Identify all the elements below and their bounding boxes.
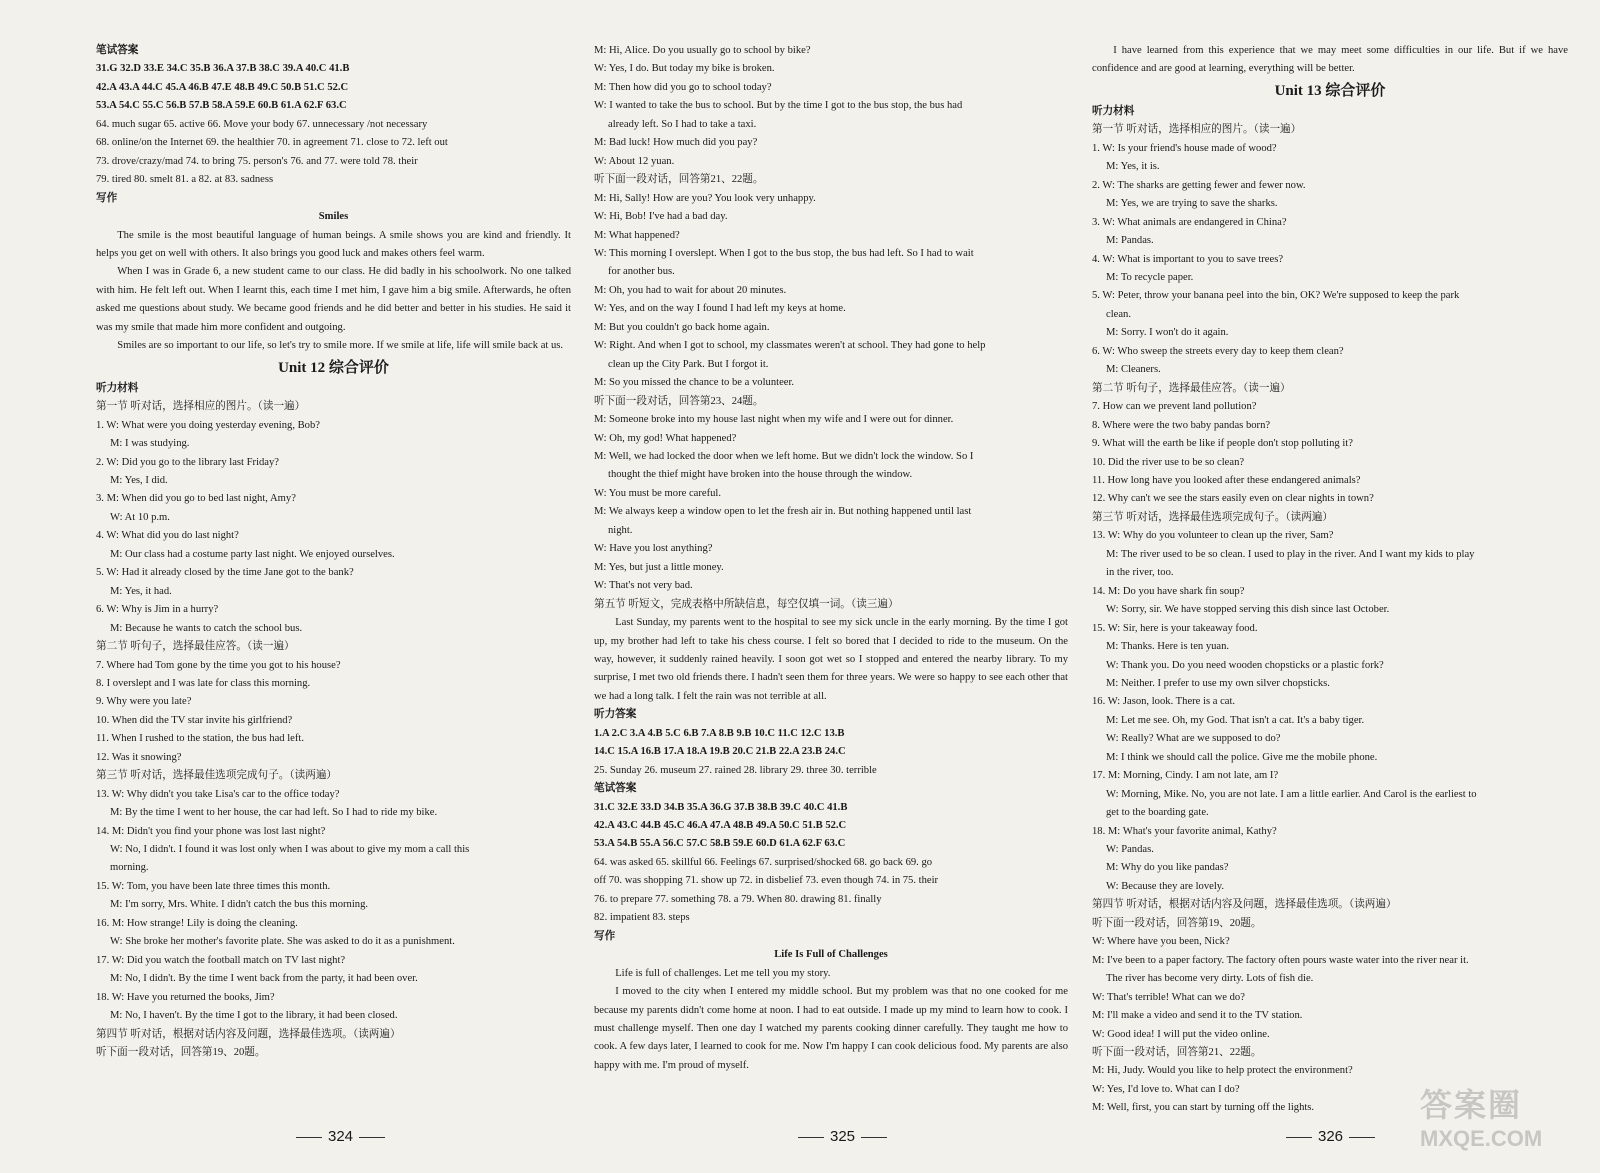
- dialogue-line: M: Thanks. Here is ten yuan.: [1106, 641, 1230, 653]
- question-line: 11. How long have you looked after these endangered animals?: [1092, 474, 1361, 486]
- dialogue-block: [96, 417, 571, 638]
- dialogue-line: M: Why do you like pandas?: [1106, 862, 1229, 874]
- section-heading: 写作: [594, 930, 616, 942]
- dialogue-line: W: Yes, I'd love to. What can I do?: [1092, 1083, 1240, 1095]
- dialogue-line: W: You must be more careful.: [594, 487, 721, 499]
- dialogue-line: 听下面一段对话，回答第19、20题。: [1092, 917, 1262, 929]
- section-instruction: 第一节 听对话，选择相应的图片。（读一遍）: [96, 401, 306, 413]
- section-instruction: 第一节 听对话，选择相应的图片。（读一遍）: [1092, 124, 1302, 136]
- answer-row: 31.C 32.E 33.D 34.B 35.A 36.G 37.B 38.B 39.C 40.C 41.B: [594, 801, 848, 813]
- unit-title: Unit 12 综合评价: [278, 359, 389, 376]
- dialogue-line: 5. W: Had it already closed by the time Jane got to the bank?: [96, 567, 354, 579]
- dialogue-line: M: Pandas.: [1106, 235, 1154, 247]
- essay-paragraph: Smiles are so important to our life, so let's try to smile more. If we smile at life, life will smile back at us.: [117, 340, 564, 352]
- watermark-chars: 答案圈: [1420, 1087, 1523, 1123]
- dialogue-line: 听下面一段对话，回答第21、22题。: [594, 174, 764, 186]
- dialogue-line: W: Yes, I do. But today my bike is broken.: [594, 63, 775, 75]
- dialogue-line: W: That's terrible! What can we do?: [1092, 991, 1245, 1003]
- dialogue-line: M: Cleaners.: [1106, 364, 1161, 376]
- dialogue-line: night.: [608, 524, 633, 536]
- dialogue-line: M: I've been to a paper factory. The factory often pours waste water into the river near it.: [1092, 954, 1469, 966]
- answer-row: 42.A 43.C 44.B 45.C 46.A 47.A 48.B 49.A 50.C 51.B 52.C: [594, 820, 847, 832]
- dialogue-line: M: Hi, Alice. Do you usually go to school by bike?: [594, 45, 811, 56]
- dialogue-line: M: Well, we had locked the door when we left home. But we didn't lock the window. So I: [594, 450, 974, 462]
- question-line: 11. When I rushed to the station, the bus had left.: [96, 733, 305, 745]
- page-number-text: 326: [1318, 1128, 1344, 1145]
- dialogue-line: W: Because they are lovely.: [1106, 880, 1225, 892]
- question-line: 12. Why can't we see the stars easily even on clear nights in town?: [1092, 493, 1374, 505]
- dialogue-line: thought the thief might have broken into the house through the window.: [608, 469, 913, 481]
- dialogue-line: M: Hi, Judy. Would you like to help protect the environment?: [1092, 1065, 1353, 1077]
- answer-row: 25. Sunday 26. museum 27. rained 28. library 29. three 30. terrible: [594, 764, 877, 776]
- dialogue-line: W: No, I didn't. I found it was lost only when I was about to give my mom a call this: [110, 844, 470, 856]
- dialogue-line: The river has become very dirty. Lots of fish die.: [1106, 973, 1314, 985]
- answer-row: 64. much sugar 65. active 66. Move your body 67. unnecessary /not necessary: [96, 118, 428, 130]
- dialogue-line: M: Let me see. Oh, my God. That isn't a cat. It's a baby tiger.: [1106, 714, 1365, 726]
- section-heading: 听力材料: [1092, 105, 1135, 117]
- dialogue-line: M: Our class had a costume party last night. We enjoyed ourselves.: [110, 548, 395, 560]
- dialogue-line: M: So you missed the chance to be a volunteer.: [594, 377, 795, 389]
- column-page-325: [594, 42, 1068, 1075]
- answer-row: 31.G 32.D 33.E 34.C 35.B 36.A 37.B 38.C 39.A 40.C 41.B: [96, 63, 350, 75]
- essay-paragraph: I moved to the city when I entered my middle school. But my problem was that no one cooked for me because my parents didn't come home at noon. I had to eat outside. I made up my mind to learn how to cook. I must challenge myself. Then one day I watched my parents cooking dinner carefully. They taught me how to cook. A few days later, I learned to cook for me. Now I'm happy I can cook delicious food. My parents are also happy with me. I'm proud of myself.: [594, 986, 1068, 1071]
- section-instruction: 第三节 听对话，选择最佳选项完成句子。（读两遍）: [1092, 511, 1334, 523]
- dialogue-line: 3. W: What animals are endangered in China?: [1092, 216, 1287, 228]
- answer-row: 42.A 43.A 44.C 45.A 46.B 47.E 48.B 49.C 50.B 51.C 52.C: [96, 81, 349, 93]
- dialogue-line: 2. W: The sharks are getting fewer and fewer now.: [1092, 179, 1306, 191]
- sentence-block: [96, 657, 571, 768]
- section-instruction: 第五节 听短文，完成表格中所缺信息，每空仅填一词。（读三遍）: [594, 598, 899, 610]
- dialogue-line: M: Someone broke into my house last night when my wife and I were out for dinner.: [594, 414, 954, 426]
- dialogue-line: W: Yes, and on the way I found I had left my keys at home.: [594, 303, 846, 315]
- dialogue-line: 13. W: Why didn't you take Lisa's car to the office today?: [96, 788, 340, 800]
- answer-row: 1.A 2.C 3.A 4.B 5.C 6.B 7.A 8.B 9.B 10.C 11.C 12.C 13.B: [594, 727, 845, 739]
- dialogue-line: M: What happened?: [594, 229, 680, 241]
- question-line: 8. Where were the two baby pandas born?: [1092, 419, 1271, 431]
- dialogue-line: 3. M: When did you go to bed last night, Amy?: [96, 493, 296, 505]
- dialogue-line: M: I was studying.: [110, 438, 190, 450]
- dialogue-line: W: Thank you. Do you need wooden chopsticks or a plastic fork?: [1106, 659, 1384, 671]
- section-instruction: 第四节 听对话，根据对话内容及问题，选择最佳选项。（读两遍）: [96, 1028, 401, 1040]
- essay-paragraph: When I was in Grade 6, a new student came to our class. He did badly in his schoolwork. No one talked with him. He felt left out. When I learnt this, each time I met him, I gave him a big smile. Afterwards, he often asked me questions about study. We became good friends and he did better and better in his studies. He said it was my smile that made him more confident and outgoing.: [96, 266, 571, 333]
- dialogue-line: in the river, too.: [1106, 567, 1174, 579]
- dialogue-line: 2. W: Did you go to the library last Friday?: [96, 456, 280, 468]
- sentence-block: [1092, 398, 1568, 509]
- dialogue-line: 17. M: Morning, Cindy. I am not late, am I?: [1092, 770, 1279, 782]
- dialogue-block: [1092, 140, 1568, 380]
- question-line: 12. Was it snowing?: [96, 751, 182, 763]
- dialogue-line: W: Hi, Bob! I've had a bad day.: [594, 211, 728, 223]
- page-number: [1280, 1128, 1381, 1145]
- section-heading: 听力材料: [96, 382, 139, 394]
- watermark-logo: [1420, 1080, 1580, 1160]
- dialogue-line: 18. W: Have you returned the books, Jim?: [96, 991, 275, 1003]
- column-page-324: [96, 42, 571, 1062]
- dialogue-block: [1092, 527, 1568, 896]
- dialogue-line: 16. M: How strange! Lily is doing the cleaning.: [96, 917, 298, 929]
- section-instruction: 第二节 听句子，选择最佳应答。（读一遍）: [96, 641, 295, 653]
- listening-passage: Last Sunday, my parents went to the hospital to see my sick uncle in the early morning. By the time I got up, my brother had left to take his chess course. I felt so bored that I decided to ride to the museum. On the way, however, it suddenly rained heavily. I soon got wet so I stopped and entered the nearby library. To my surprise, I met two old friends there. I hadn't seen them for three years. We were so happy to see each other that we had a long talk. I felt the rain was not terrible at all.: [594, 617, 1068, 702]
- dialogue-line: 6. W: Who sweep the streets every day to keep them clean?: [1092, 345, 1344, 357]
- dialogue-line: M: I'll make a video and send it to the TV station.: [1092, 1010, 1303, 1022]
- unit-title: Unit 13 综合评价: [1274, 82, 1386, 99]
- answer-block: [594, 799, 1068, 928]
- dialogue-line: W: Sorry, sir. We have stopped serving this dish since last October.: [1106, 604, 1390, 616]
- dialogue-line: W: Oh, my god! What happened?: [594, 432, 737, 444]
- dialogue-line: W: Have you lost anything?: [594, 543, 713, 555]
- answer-block: [96, 60, 571, 189]
- dialogue-block: [594, 42, 1068, 596]
- question-line: 9. Why were you late?: [96, 696, 192, 708]
- column-page-326: [1092, 42, 1568, 1118]
- dialogue-line: 1. W: What were you doing yesterday evening, Bob?: [96, 419, 320, 431]
- dialogue-line: M: Hi, Sally! How are you? You look very unhappy.: [594, 192, 816, 204]
- section-heading: 听力答案: [594, 709, 637, 721]
- dialogue-line: M: I'm sorry, Mrs. White. I didn't catch the bus this morning.: [110, 899, 369, 911]
- dialogue-line: get to the boarding gate.: [1106, 807, 1209, 819]
- dialogue-line: M: Oh, you had to wait for about 20 minutes.: [594, 284, 787, 296]
- section-heading: 笔试答案: [96, 45, 139, 56]
- section-instruction: 第二节 听句子，选择最佳应答。（读一遍）: [1092, 382, 1291, 394]
- question-line: 10. When did the TV star invite his girlfriend?: [96, 714, 293, 726]
- dialogue-line: M: Sorry. I won't do it again.: [1106, 327, 1229, 339]
- dialogue-line: 15. W: Sir, here is your takeaway food.: [1092, 622, 1258, 634]
- dialogue-line: W: Where have you been, Nick?: [1092, 936, 1230, 948]
- dialogue-line: M: Because he wants to catch the school bus.: [110, 622, 303, 634]
- answer-row: off 70. was shopping 71. show up 72. in disbelief 73. even though 74. in 75. their: [594, 875, 939, 887]
- dialogue-line: 4. W: What is important to you to save trees?: [1092, 253, 1284, 265]
- dialogue-line: M: Well, first, you can start by turning off the lights.: [1092, 1102, 1315, 1114]
- dialogue-line: 16. W: Jason, look. There is a cat.: [1092, 696, 1236, 708]
- dialogue-line: 听下面一段对话，回答第21、22题。: [1092, 1047, 1262, 1059]
- dialogue-line: M: Then how did you go to school today?: [594, 81, 772, 93]
- dialogue-line: 6. W: Why is Jim in a hurry?: [96, 604, 219, 616]
- dialogue-line: M: Yes, but just a little money.: [594, 561, 724, 573]
- dialogue-line: W: Morning, Mike. No, you are not late. I am a little earlier. And Carol is the earliest to: [1106, 788, 1477, 800]
- answer-row: 76. to prepare 77. something 78. a 79. When 80. drawing 81. finally: [594, 893, 882, 905]
- dialogue-line: clean up the City Park. But I forgot it.: [608, 358, 769, 370]
- dialogue-line: 5. W: Peter, throw your banana peel into the bin, OK? We're supposed to keep the park: [1092, 290, 1460, 302]
- answer-row: 14.C 15.A 16.B 17.A 18.A 19.B 20.C 21.B 22.A 23.B 24.C: [594, 746, 846, 758]
- page-number: [290, 1128, 391, 1145]
- question-line: 9. What will the earth be like if people don't stop polluting it?: [1092, 438, 1353, 450]
- page-number: [792, 1128, 893, 1145]
- section-instruction: 第三节 听对话，选择最佳选项完成句子。（读两遍）: [96, 770, 338, 782]
- dialogue-line: M: The river used to be so clean. I used to play in the river. And I want my kids to play: [1106, 548, 1475, 560]
- dialogue-line: W: Good idea! I will put the video online.: [1092, 1028, 1270, 1040]
- answer-row: 73. drove/crazy/mad 74. to bring 75. person's 76. and 77. were told 78. their: [96, 155, 418, 167]
- question-line: 7. Where had Tom gone by the time you got to his house?: [96, 659, 341, 671]
- dialogue-line: 14. M: Didn't you find your phone was lost last night?: [96, 825, 326, 837]
- dialogue-line: already left. So I had to take a taxi.: [608, 118, 757, 130]
- dialogue-line: morning.: [110, 862, 149, 874]
- dialogue-line: M: Yes, we are trying to save the sharks.: [1106, 198, 1278, 210]
- answer-block: [594, 725, 1068, 780]
- dialogue-line: M: But you couldn't go back home again.: [594, 321, 770, 333]
- dialogue-line: M: Yes, it is.: [1106, 161, 1160, 173]
- dialogue-line: M: By the time I went to her house, the car had left. So I had to ride my bike.: [110, 807, 438, 819]
- dialogue-line: 15. W: Tom, you have been late three times this month.: [96, 880, 331, 892]
- dialogue-line: W: This morning I overslept. When I got to the bus stop, the bus had left. So I had to wait: [594, 247, 974, 259]
- dialogue-line: 17. W: Did you watch the football match on TV last night?: [96, 954, 346, 966]
- section-instruction: 第四节 听对话，根据对话内容及问题，选择最佳选项。（读两遍）: [1092, 899, 1397, 911]
- answer-row: 82. impatient 83. steps: [594, 912, 690, 924]
- dialogue-line: W: Right. And when I got to school, my classmates weren't at school. They had gone to help: [594, 340, 986, 352]
- dialogue-line: M: Bad luck! How much did you pay?: [594, 137, 758, 149]
- dialogue-line: 听下面一段对话，回答第23、24题。: [594, 395, 764, 407]
- dialogue-line: 4. W: What did you do last night?: [96, 530, 239, 542]
- dialogue-line: M: I think we should call the police. Give me the mobile phone.: [1106, 751, 1378, 763]
- dialogue-line: W: Pandas.: [1106, 844, 1154, 856]
- dialogue-line: 1. W: Is your friend's house made of wood?: [1092, 142, 1277, 154]
- watermark-url: MXQE.COM: [1420, 1126, 1543, 1151]
- dialogue-line: W: She broke her mother's favorite plate. She was asked to do it as a punishment.: [110, 936, 455, 948]
- section-heading: 笔试答案: [594, 783, 637, 795]
- dialogue-line: 14. M: Do you have shark fin soup?: [1092, 585, 1245, 597]
- page-number-text: 324: [328, 1128, 354, 1145]
- question-line: 10. Did the river use to be so clean?: [1092, 456, 1245, 468]
- dialogue-line: for another bus.: [608, 266, 675, 278]
- dialogue-line: M: Neither. I prefer to use my own silver chopsticks.: [1106, 677, 1330, 689]
- page-number-text: 325: [830, 1128, 856, 1145]
- dialogue-line: 18. M: What's your favorite animal, Kathy?: [1092, 825, 1277, 837]
- dialogue-line: M: Yes, it had.: [110, 585, 172, 597]
- essay-title: Smiles: [318, 211, 349, 223]
- answer-row: 53.A 54.C 55.C 56.B 57.B 58.A 59.E 60.B 61.A 62.F 63.C: [96, 100, 347, 112]
- dialogue-line: M: No, I haven't. By the time I got to the library, it had been closed.: [110, 1010, 398, 1022]
- essay-paragraph: I have learned from this experience that we may meet some difficulties in our life. But if we have confidence and are good at learning, everything will be better.: [1092, 45, 1568, 75]
- dialogue-line: W: At 10 p.m.: [110, 511, 170, 523]
- dialogue-line: W: I wanted to take the bus to school. But by the time I got to the bus stop, the bus had: [594, 100, 963, 112]
- answer-row: 53.A 54.B 55.A 56.C 57.C 58.B 59.E 60.D 61.A 62.F 63.C: [594, 838, 846, 850]
- dialogue-line: M: No, I didn't. By the time I went back from the party, it had been over.: [110, 973, 418, 985]
- answer-row: 68. online/on the Internet 69. the healthier 70. in agreement 71. close to 72. left out: [96, 137, 448, 149]
- essay-title: Life Is Full of Challenges: [774, 949, 888, 961]
- dialogue-line: 13. W: Why do you volunteer to clean up the river, Sam?: [1092, 530, 1334, 542]
- essay-paragraph: Life is full of challenges. Let me tell you my story.: [615, 967, 831, 979]
- answer-row: 79. tired 80. smelt 81. a 82. at 83. sadness: [96, 174, 274, 186]
- dialogue-line: M: Yes, I did.: [110, 474, 168, 486]
- section-heading: 写作: [96, 192, 118, 204]
- question-line: 7. How can we prevent land pollution?: [1092, 401, 1257, 413]
- dialogue-line: 听下面一段对话，回答第19、20题。: [96, 1047, 266, 1059]
- dialogue-line: M: We always keep a window open to let the fresh air in. But nothing happened until last: [594, 506, 972, 518]
- dialogue-block: [96, 786, 571, 1026]
- essay-paragraph: The smile is the most beautiful language of human beings. A smile shows you are kind and friendly. It helps you get on well with others. It also brings you good luck and makes others feel warm.: [96, 229, 571, 259]
- dialogue-line: W: That's not very bad.: [594, 580, 693, 592]
- dialogue-line: W: About 12 yuan.: [594, 155, 675, 167]
- dialogue-line: W: Really? What are we supposed to do?: [1106, 733, 1281, 745]
- dialogue-line: clean.: [1106, 308, 1131, 320]
- answer-row: 64. was asked 65. skillful 66. Feelings 67. surprised/shocked 68. go back 69. go: [594, 856, 933, 868]
- dialogue-line: M: To recycle paper.: [1106, 271, 1194, 283]
- question-line: 8. I overslept and I was late for class this morning.: [96, 677, 311, 689]
